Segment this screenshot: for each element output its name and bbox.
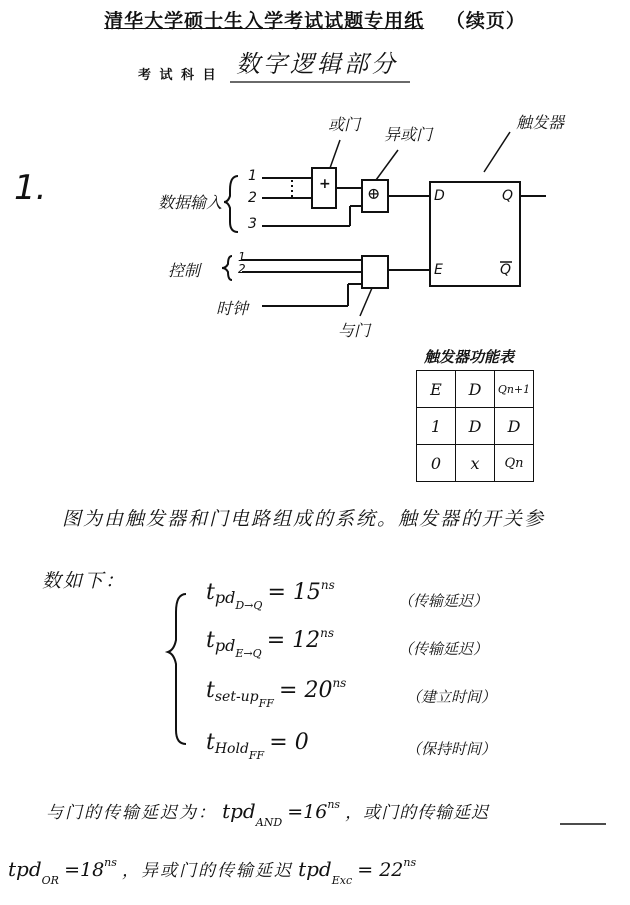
problem-text-line2: 数如下：	[42, 570, 127, 592]
param-note: （建立时间）	[406, 688, 497, 706]
exc-value: = 22	[357, 859, 404, 881]
param-subsub: FF	[248, 749, 265, 762]
param-value: = 20	[279, 678, 333, 703]
table-row	[417, 408, 534, 445]
problem-text-line1: 图为由触发器和门电路组成的系统。触发器的开关参	[62, 508, 546, 530]
param-sub: pd	[214, 636, 236, 655]
exc-unit: ns	[403, 856, 417, 869]
xor-gate-label: 异或门	[384, 125, 433, 144]
param-row	[206, 676, 347, 710]
ff-pin-q: Q	[502, 188, 514, 204]
control-input-2: 2	[238, 262, 246, 276]
tpd-symbol: tpd	[298, 857, 332, 881]
or-unit: ns	[104, 856, 117, 869]
param-note: （保持时间）	[406, 740, 497, 758]
header-cell: E	[417, 371, 456, 408]
or-gate-label: 或门	[328, 115, 361, 134]
data-input-1: 1	[248, 168, 257, 184]
clock-label: 时钟	[216, 299, 249, 318]
param-note: （传输延迟）	[398, 640, 489, 658]
ff-pin-d: D	[434, 188, 445, 204]
table-cell: D	[456, 408, 495, 445]
table-cell: 0	[417, 445, 456, 482]
control-label: 控制	[168, 261, 201, 280]
param-subsub: D→Q	[235, 599, 263, 612]
header-cell: Qn+1	[495, 371, 534, 408]
param-unit: ns	[320, 626, 334, 640]
control-input-1: 1	[238, 250, 246, 264]
param-subsub: FF	[258, 697, 274, 710]
xor-symbol: ⊕	[367, 184, 381, 203]
or-delay-text: ，或门的传输延迟	[345, 803, 490, 823]
data-input-3: 3	[248, 216, 257, 232]
table-cell: x	[456, 445, 495, 482]
param-unit: ns	[332, 676, 347, 690]
tpd-symbol: tpd	[8, 857, 42, 881]
or-value: =18	[64, 859, 105, 881]
function-table	[416, 370, 534, 482]
param-value: = 15	[267, 580, 321, 605]
table-header-row	[417, 371, 534, 408]
function-table-title: 触发器功能表	[424, 348, 515, 366]
exc-sub: Exc	[331, 874, 353, 887]
param-unit: ns	[320, 578, 335, 592]
flipflop-label: 触发器	[516, 113, 565, 132]
param-sub: set-up	[214, 689, 259, 705]
exam-title: 清华大学硕士生入学考试试题专用纸	[104, 10, 425, 32]
param-note: （传输延迟）	[398, 592, 489, 610]
table-cell: 1	[417, 408, 456, 445]
ff-pin-qbar: Q	[500, 262, 512, 278]
tpd-symbol: tpd	[222, 799, 256, 823]
and-unit: ns	[327, 798, 341, 811]
table-cell: Qn	[495, 445, 534, 482]
param-subsub: E→Q	[235, 647, 262, 660]
question-number: 1.	[14, 168, 47, 208]
header-cell: D	[456, 371, 495, 408]
table-row	[417, 445, 534, 482]
and-sub: AND	[255, 816, 283, 829]
param-symbol: t	[206, 628, 215, 653]
continued-mark: （续页）	[445, 10, 526, 32]
and-delay-text: 与门的传输延迟为：	[46, 803, 217, 823]
or-symbol: +	[319, 176, 331, 192]
table-cell: D	[495, 408, 534, 445]
param-symbol: t	[206, 730, 215, 755]
param-sub: pd	[214, 588, 236, 607]
subject-value: 数字逻辑部分	[236, 50, 398, 78]
param-sub: Hold	[214, 741, 249, 757]
param-value: = 12	[266, 628, 321, 653]
param-value: = 0	[269, 730, 309, 755]
param-row	[206, 730, 309, 762]
param-symbol: t	[206, 678, 215, 703]
footer-line1	[46, 798, 490, 829]
subject-label: 考 试 科 目	[138, 68, 218, 83]
or-sub: OR	[41, 874, 59, 887]
xor-delay-text: ，异或门的传输延迟	[122, 861, 293, 881]
ff-pin-e: E	[434, 262, 443, 278]
and-value: =16	[287, 801, 328, 823]
data-input-2: 2	[248, 190, 257, 206]
param-symbol: t	[206, 580, 215, 605]
footer-line2	[8, 856, 417, 887]
and-gate-label: 与门	[338, 321, 371, 340]
data-input-label: 数据输入	[158, 193, 223, 212]
